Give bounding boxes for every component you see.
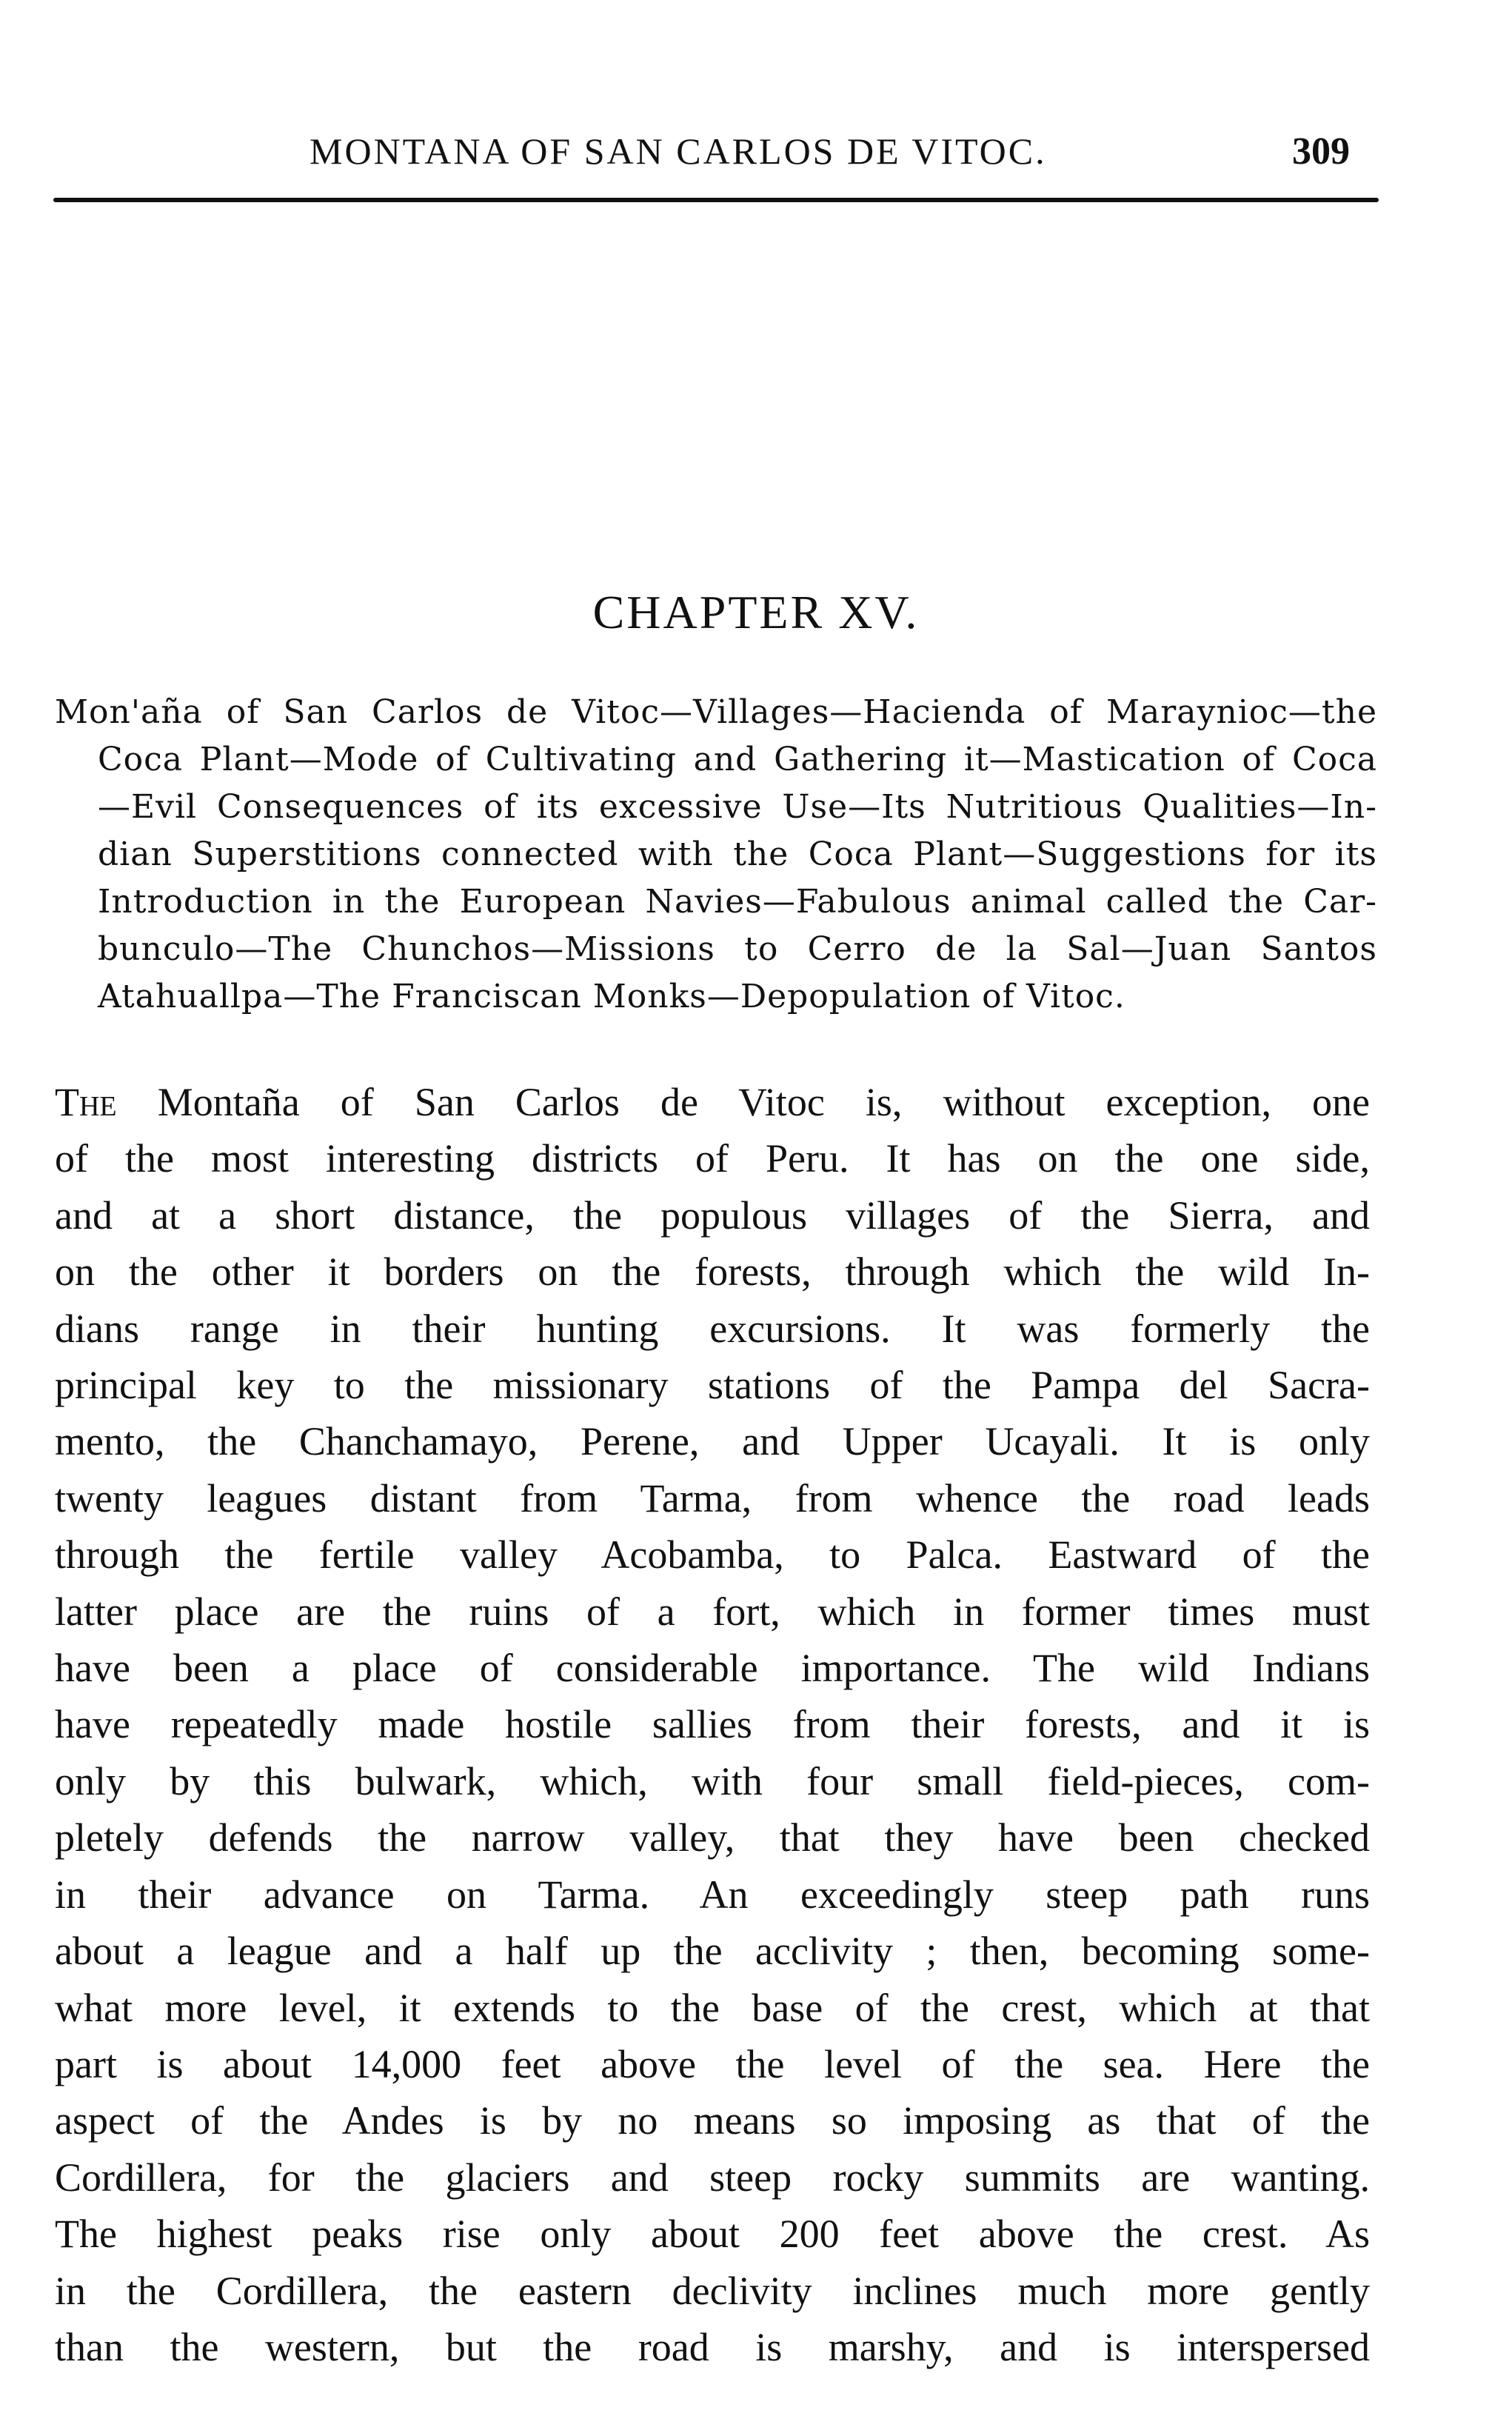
running-head [0,130,1512,181]
body-line [55,1074,1370,1130]
body-line: twenty leagues distant from Tarma, from whence the road leads [55,1475,1370,1521]
body-line: Cordillera, for the glaciers and steep rocky summits are wanting. [55,2155,1370,2200]
header-rule [53,198,1379,202]
page-number: 309 [1292,130,1350,173]
chapter-title: CHAPTER XV. [592,586,920,638]
body-line: on the other it borders on the forests, through which the wild In- [55,1249,1370,1295]
summary-line: dian Superstitions connected with the Coca Plant—Suggestions for its [98,835,1377,873]
summary-line: Coca Plant—Mode of Cultivating and Gathering it—Mastication of Coca [98,741,1377,778]
body-line: about a league and a half up the acclivity ; then, becoming some- [55,1929,1370,1974]
body-line: pletely defends the narrow valley, that they have been checked [55,1815,1370,1861]
body-line: dians range in their hunting excursions. It was formerly the [55,1306,1370,1351]
summary-line: Introduction in the European Navies—Fabulous animal called the Car- [98,883,1377,921]
body-line: in their advance on Tarma. An exceedingly steep path runs [55,1872,1370,1917]
body-line: latter place are the ruins of a fort, which in former times must [55,1589,1370,1634]
body-line: only by this bulwark, which, with four small field-pieces, com- [55,1758,1370,1803]
chapter-summary [55,689,1377,1021]
body-line: than the western, but the road is marshy, and is interspersed [55,2324,1370,2369]
body-line: mento, the Chanchamayo, Perene, and Upper Ucayali. It is only [55,1419,1370,1464]
body-line: principal key to the missionary stations of the Pampa del Sacra- [55,1363,1370,1408]
body-line: in the Cordillera, the eastern declivity inclines much more gently [55,2268,1370,2313]
body-line-text: Montaña of San Carlos de Vitoc is, without exception, one [157,1080,1371,1124]
body-line: part is about 14,000 feet above the level of the sea. Here the [55,2041,1370,2086]
body-line: The highest peaks rise only about 200 feet above the crest. As [55,2212,1370,2257]
body-line: and at a short distance, the populous villages of the Sierra, and [55,1192,1370,1238]
body-paragraph [55,1074,1370,2375]
body-line: have repeatedly made hostile sallies from their forests, and it is [55,1702,1370,1747]
body-line: aspect of the Andes is by no means so imposing as that of the [55,2098,1370,2143]
summary-line: Mon'aña of San Carlos de Vitoc—Villages—Hacienda of Maraynioc—the [55,693,1377,731]
summary-line: Atahuallpa—The Franciscan Monks—Depopulation of Vitoc. [98,978,1125,1015]
body-line: through the fertile valley Acobamba, to Palca. Eastward of the [55,1532,1370,1578]
running-head-title: MONTANA OF SAN CARLOS DE VITOC. [310,130,1047,172]
body-line: what more level, it extends to the base of the crest, which at that [55,1985,1370,2030]
summary-line: —Evil Consequences of its excessive Use—Its Nutritious Qualities—In- [98,788,1377,826]
summary-line: bunculo—The Chunchos—Missions to Cerro de la Sal—Juan Santos [98,930,1377,968]
drop-word: The [55,1080,117,1124]
body-line: have been a place of considerable importance. The wild Indians [55,1646,1370,1691]
body-line: of the most interesting districts of Peru. It has on the one side, [55,1136,1370,1181]
